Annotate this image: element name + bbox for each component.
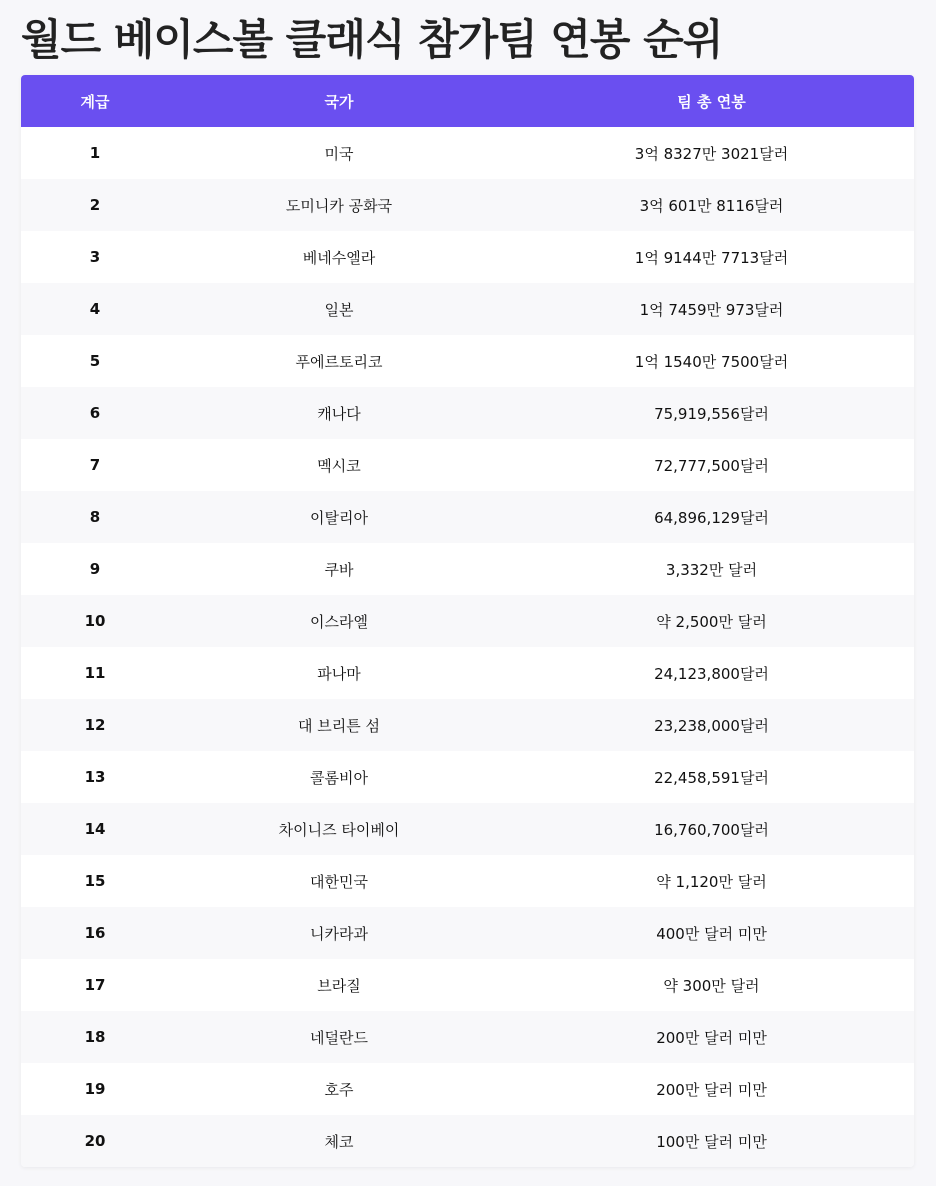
country-cell: 체코 [324, 1132, 354, 1151]
country-cell: 캐나다 [317, 404, 361, 423]
salary-cell: 22,458,591달러 [654, 768, 769, 787]
table-row [21, 647, 914, 699]
country-cell: 대한민국 [310, 872, 368, 891]
salary-cell: 200만 달러 미만 [656, 1028, 767, 1047]
rank-cell: 20 [84, 1132, 106, 1150]
country-cell: 대 브리튼 섬 [298, 716, 380, 735]
rank-cell: 10 [84, 612, 106, 630]
table-row [21, 387, 914, 439]
salary-cell: 3억 601만 8116달러 [639, 196, 784, 215]
salary-cell: 72,777,500달러 [654, 456, 769, 475]
rank-cell: 11 [84, 664, 106, 682]
rank-cell: 6 [89, 404, 101, 422]
country-cell: 미국 [324, 144, 354, 163]
table-row [21, 231, 914, 283]
rank-cell: 18 [84, 1028, 106, 1046]
salary-cell: 75,919,556달러 [654, 404, 769, 423]
table-row [21, 959, 914, 1011]
table-row [21, 1063, 914, 1115]
salary-cell: 400만 달러 미만 [656, 924, 767, 943]
country-cell: 파나마 [317, 664, 361, 683]
rank-cell: 7 [89, 456, 101, 474]
country-cell: 도미니카 공화국 [285, 196, 393, 215]
rank-cell: 4 [89, 300, 101, 318]
table-row [21, 1011, 914, 1063]
salary-cell: 3억 8327만 3021달러 [634, 144, 789, 163]
table-row [21, 439, 914, 491]
table-row [21, 543, 914, 595]
salary-cell: 23,238,000달러 [654, 716, 769, 735]
rank-cell: 15 [84, 872, 106, 890]
country-cell: 이탈리아 [310, 508, 368, 527]
table-row [21, 751, 914, 803]
salary-cell: 100만 달러 미만 [656, 1132, 767, 1151]
country-cell: 니카라과 [310, 924, 368, 943]
table-row [21, 907, 914, 959]
country-cell: 베네수엘라 [302, 248, 376, 267]
rank-cell: 14 [84, 820, 106, 838]
rank-cell: 13 [84, 768, 106, 786]
rank-cell: 12 [84, 716, 106, 734]
rank-cell: 17 [84, 976, 106, 994]
table-row [21, 699, 914, 751]
rank-cell: 3 [89, 248, 101, 266]
rank-cell: 9 [89, 560, 101, 578]
country-cell: 쿠바 [324, 560, 354, 579]
salary-cell: 1억 7459만 973달러 [639, 300, 784, 319]
salary-cell: 200만 달러 미만 [656, 1080, 767, 1099]
country-cell: 콜롬비아 [310, 768, 368, 787]
country-cell: 브라질 [317, 976, 361, 995]
table-row [21, 803, 914, 855]
country-cell: 일본 [324, 300, 354, 319]
country-cell: 멕시코 [317, 456, 361, 475]
table-row [21, 1115, 914, 1167]
table-row [21, 491, 914, 543]
salary-cell: 64,896,129달러 [654, 508, 769, 527]
rank-cell: 2 [89, 196, 101, 214]
country-cell: 이스라엘 [310, 612, 368, 631]
table-row [21, 595, 914, 647]
table-row [21, 283, 914, 335]
salary-cell: 1억 9144만 7713달러 [634, 248, 789, 267]
table-row [21, 179, 914, 231]
rank-cell: 1 [89, 144, 101, 162]
page-title: 월드 베이스볼 클래식 참가팀 연봉 순위 [21, 15, 723, 64]
salary-cell: 1억 1540만 7500달러 [634, 352, 789, 371]
header-rank: 계급 [80, 92, 110, 111]
country-cell: 푸에르토리코 [295, 352, 383, 371]
rank-cell: 5 [89, 352, 101, 370]
country-cell: 차이니즈 타이베이 [278, 820, 400, 839]
rank-cell: 19 [84, 1080, 106, 1098]
rank-cell: 16 [84, 924, 106, 942]
table-row [21, 855, 914, 907]
salary-cell: 약 2,500만 달러 [656, 612, 767, 631]
table-row [21, 335, 914, 387]
salary-cell: 약 1,120만 달러 [656, 872, 767, 891]
salary-cell: 16,760,700달러 [654, 820, 769, 839]
header-salary: 팀 총 연봉 [677, 92, 746, 111]
rank-cell: 8 [89, 508, 101, 526]
salary-cell: 3,332만 달러 [665, 560, 758, 579]
salary-ranking-table [21, 75, 914, 1167]
table-header-row [21, 75, 914, 127]
country-cell: 호주 [324, 1080, 354, 1099]
salary-cell: 약 300만 달러 [663, 976, 760, 995]
country-cell: 네덜란드 [310, 1028, 368, 1047]
salary-cell: 24,123,800달러 [654, 664, 769, 683]
table-row [21, 127, 914, 179]
header-country: 국가 [324, 92, 354, 111]
